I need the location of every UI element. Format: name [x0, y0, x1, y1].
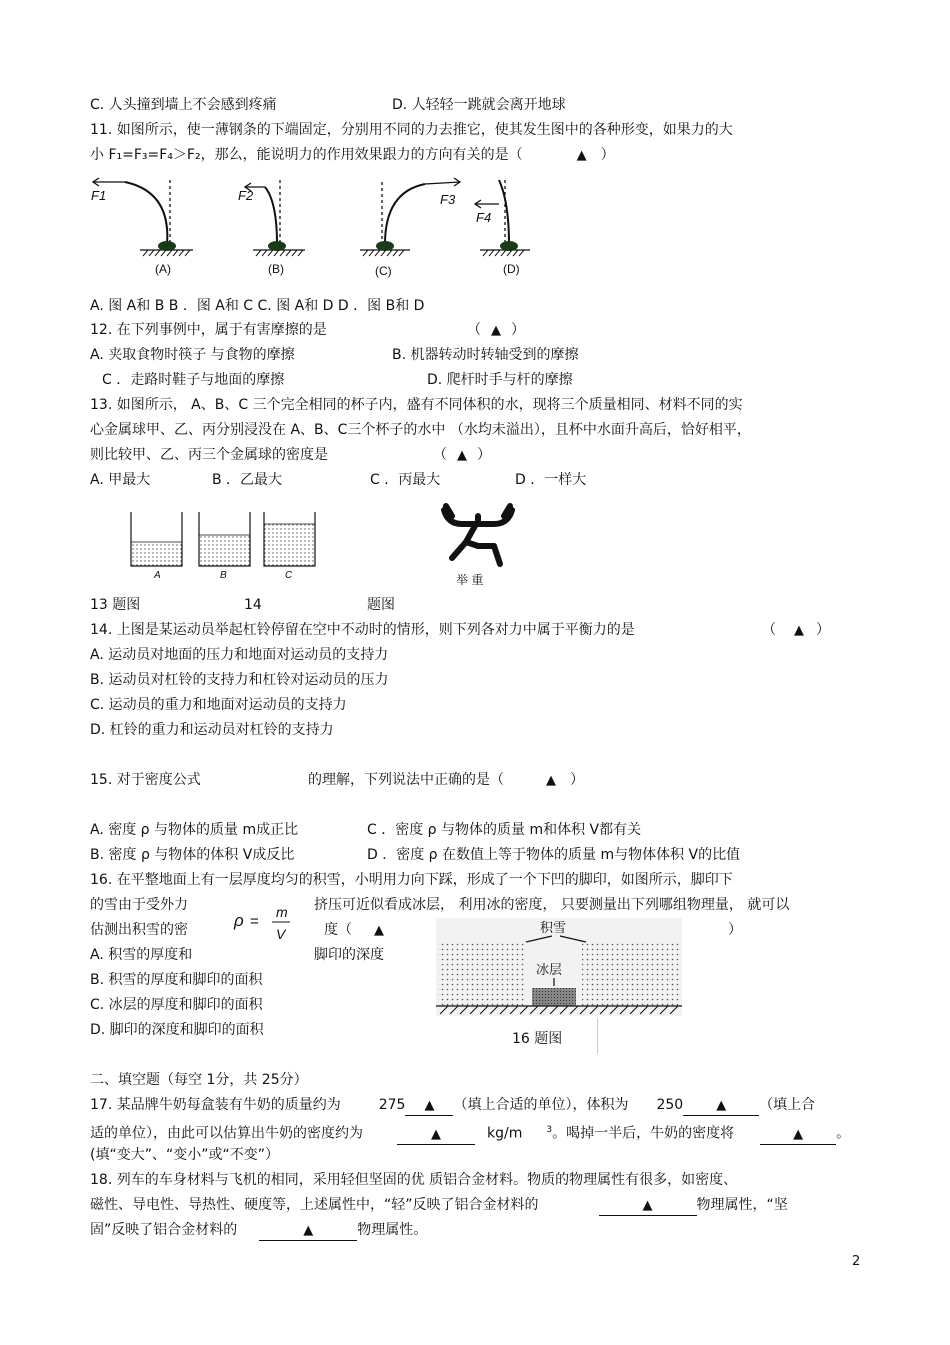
q11-stem: 小 F₁=F₃=F₄＞F₂，那么，能说明力的作用效果跟力的方向有关的是（: [90, 147, 523, 163]
q18-text-c: 固”反映了铝合金材料的: [90, 1222, 238, 1238]
q12-answer: [467, 321, 525, 340]
label-f1: F1: [91, 188, 107, 203]
svg-text:=: =: [250, 913, 259, 930]
paren-open: （: [433, 447, 447, 463]
q16-text-line2b: 挤压可近似看成冰层， 利用冰的密度， 只要测量出下列哪组物理量， 就可以: [314, 897, 790, 913]
answer-blank-triangle: ▲: [793, 1126, 804, 1142]
q16-paren-open: 度（: [324, 922, 352, 938]
answer-blank-triangle: ▲: [431, 1126, 441, 1142]
answer-blank-triangle: ▲: [794, 623, 804, 638]
figure-16-snow-footprint: [436, 918, 682, 1016]
figure-14-caption: 举 重: [456, 573, 484, 587]
q15-option-b: B. 密度 ρ 与物体的体积 V成反比: [90, 847, 295, 863]
q15-option-d: D ．密度 ρ 在数值上等于物体的质量 m与物体体积 V的比值: [367, 847, 741, 863]
q17-text-c: （填上合: [759, 1097, 816, 1113]
q18-text-d: 物理属性。: [357, 1222, 428, 1238]
label-f2: F2: [238, 188, 254, 203]
answer-blank-triangle: ▲: [546, 773, 556, 788]
q13-option-b: B ．乙最大: [212, 472, 283, 488]
q13-answer: [433, 446, 491, 465]
q17-line1: [90, 1096, 815, 1116]
option-c-q10: C. 人头撞到墙上不会感到疼痛: [90, 97, 277, 113]
answer-blank-triangle: ▲: [576, 148, 587, 163]
answer-blank-triangle: ▲: [491, 323, 501, 338]
answer-blank[interactable]: [683, 1096, 759, 1116]
paren-close: ）: [816, 622, 830, 638]
answer-blank-triangle: ▲: [424, 1098, 435, 1113]
section-2-heading: 二、填空题（每空 1分，共 25分）: [90, 1072, 308, 1088]
q18-text-b: 物理属性，“坚: [696, 1197, 788, 1213]
cup-label-b: B: [220, 570, 227, 581]
q11-text-line1: 11. 如图所示，使一薄钢条的下端固定，分别用不同的力去推它，使其发生图中的各种形变，如果力的大: [90, 122, 733, 138]
q16-option-a-part1: A. 积雪的厚度和: [90, 947, 193, 963]
paren-open: （: [762, 622, 776, 638]
formula-rho: ρ: [234, 911, 244, 930]
q13-option-d: D ．一样大: [515, 472, 587, 488]
label-b: (B): [268, 262, 284, 276]
q16-option-a-part2: 脚印的深度: [314, 947, 384, 963]
cup-label-c: C: [285, 570, 293, 581]
q17-unit: kg/m: [487, 1125, 523, 1142]
q13-text-line2: 心金属球甲、乙、丙分别浸没在 A、B、C三个杯子的水中 （水均未溢出），且杯中水面升高后，恰好相平，: [90, 422, 751, 438]
label-ice: 冰层: [536, 962, 563, 977]
paren-close: ）: [511, 322, 525, 338]
q18-line2: [90, 1196, 788, 1216]
q17-period: 。: [836, 1125, 851, 1142]
paren-close: ）: [570, 772, 584, 788]
q16-option-b: B. 积雪的厚度和脚印的面积: [90, 972, 263, 988]
formula-m: m: [276, 904, 288, 920]
q17-text-e: 。喝掉一半后，牛奶的密度将: [552, 1125, 735, 1142]
answer-blank[interactable]: [599, 1196, 697, 1216]
q17-line3: (填“变大”、“变小”或“不变”）: [90, 1147, 279, 1163]
q16-text-line3a: 估测出积雪的密: [90, 922, 188, 938]
figure-13-cups: [124, 508, 324, 584]
caption-14-number: 14: [244, 597, 262, 613]
q11-text-line2: [90, 146, 615, 165]
option-d-q10: D. 人轻轻一跳就会离开地球: [392, 97, 566, 113]
q12-option-b: B. 机器转动时转轴受到的摩擦: [392, 347, 579, 363]
paren-close: ）: [477, 447, 491, 463]
q17-volume-value: 250: [656, 1097, 684, 1113]
q16-text-line2a: 的雪由于受外力: [90, 897, 188, 913]
q14-stem: 14. 上图是某运动员举起杠铃停留在空中不动时的情形，则下列各对力中属于平衡力的是: [90, 622, 635, 638]
q16-text-line1: 16. 在平整地面上有一层厚度均匀的积雪，小明用力向下踩，形成了一个下凹的脚印，如图所示，脚印下: [90, 872, 733, 888]
figure-16-divider: [597, 1018, 598, 1054]
q14-answer: [762, 621, 830, 640]
page-number: 2: [852, 1254, 861, 1269]
caption-14-label: 题图: [367, 597, 395, 613]
q17-text-a: 17. 某品牌牛奶每盒装有牛奶的质量约为: [90, 1097, 341, 1113]
q14-option-d: D. 杠铃的重力和运动员对杠铃的支持力: [90, 722, 334, 738]
answer-blank-triangle: ▲: [642, 1198, 653, 1213]
q13-text-line1: 13. 如图所示， A、B、C 三个完全相同的杯子内，盛有不同体积的水，现将三个质量相同、材料不同的实: [90, 397, 743, 413]
answer-blank[interactable]: [760, 1125, 836, 1145]
answer-blank-triangle: ▲: [303, 1223, 314, 1238]
cup-label-a: A: [154, 570, 161, 581]
label-f3: F3: [440, 192, 456, 207]
answer-blank-triangle: ▲: [374, 923, 384, 938]
paren-open: （: [467, 322, 481, 338]
q13-text-line3: 则比较甲、乙、丙三个金属球的密度是: [90, 447, 328, 463]
q15-option-c: C ．密度 ρ 与物体的质量 m和体积 V都有关: [367, 822, 642, 838]
q15-stem-part2: [308, 771, 584, 790]
paren-close: ）: [600, 147, 615, 163]
answer-blank[interactable]: [259, 1221, 357, 1241]
answer-blank-triangle: ▲: [716, 1098, 727, 1113]
q15-option-a: A. 密度 ρ 与物体的质量 m成正比: [90, 822, 299, 838]
q11-options: A. 图 A和 B B ．图 A和 C C. 图 A和 D D ．图 B和 D: [90, 298, 425, 314]
q14-option-a: A. 运动员对地面的压力和地面对运动员的支持力: [90, 647, 389, 663]
q12-option-d: D. 爬杆时手与杆的摩擦: [427, 372, 573, 388]
q17-text-d: 适的单位），由此可以估算出牛奶的密度约为: [90, 1125, 363, 1142]
q14-option-b: B. 运动员对杠铃的支持力和杠铃对运动员的压力: [90, 672, 389, 688]
formula-v: V: [276, 926, 286, 942]
label-snow: 积雪: [540, 920, 567, 935]
q16-text-line3b: [324, 921, 384, 940]
q15-stem-part1: 15. 对于密度公式: [90, 772, 201, 788]
q17-unit-sup: 3: [546, 1125, 553, 1135]
caption-13: 13 题图: [90, 597, 141, 613]
figure-14-weightlifter: [438, 502, 518, 588]
q17-line2: [90, 1121, 850, 1145]
q15-stem-text: 的理解，下列说法中正确的是（: [308, 772, 504, 788]
q18-line1: 18. 列车的车身材料与飞机的相同，采用轻但坚固的优 质铝合金材料。物质的物理属性有很多，如密度、: [90, 1172, 738, 1188]
q14-option-c: C. 运动员的重力和地面对运动员的支持力: [90, 697, 347, 713]
q16-paren-close: ）: [728, 922, 742, 938]
answer-blank-triangle: ▲: [457, 448, 467, 463]
q16-option-c: C. 冰层的厚度和脚印的面积: [90, 997, 263, 1013]
q16-option-d: D. 脚印的深度和脚印的面积: [90, 1022, 264, 1038]
q12-option-a: A. 夹取食物时筷子 与食物的摩擦: [90, 347, 295, 363]
label-c: (C): [375, 264, 392, 278]
q13-option-c: C ．丙最大: [370, 472, 441, 488]
q12-option-c: C ．走路时鞋子与地面的摩擦: [102, 372, 285, 388]
figure-11-steel-strips: [85, 172, 545, 284]
answer-blank[interactable]: [397, 1125, 475, 1145]
q12-stem: 12. 在下列事例中，属于有害摩擦的是: [90, 322, 327, 338]
q17-text-b: （填上合适的单位），体积为: [453, 1097, 629, 1113]
q18-line3: [90, 1221, 427, 1241]
q18-text-a: 磁性、导电性、导热性、硬度等，上述属性中，“轻”反映了铝合金材料的: [90, 1197, 539, 1213]
label-f4: F4: [476, 210, 492, 225]
q17-mass-value: 275: [378, 1097, 406, 1113]
q13-option-a: A. 甲最大: [90, 472, 151, 488]
caption-16: 16 题图: [512, 1031, 563, 1047]
answer-blank[interactable]: [405, 1096, 453, 1116]
label-d: (D): [503, 262, 520, 276]
label-a: (A): [155, 262, 171, 276]
density-formula: [232, 900, 294, 946]
